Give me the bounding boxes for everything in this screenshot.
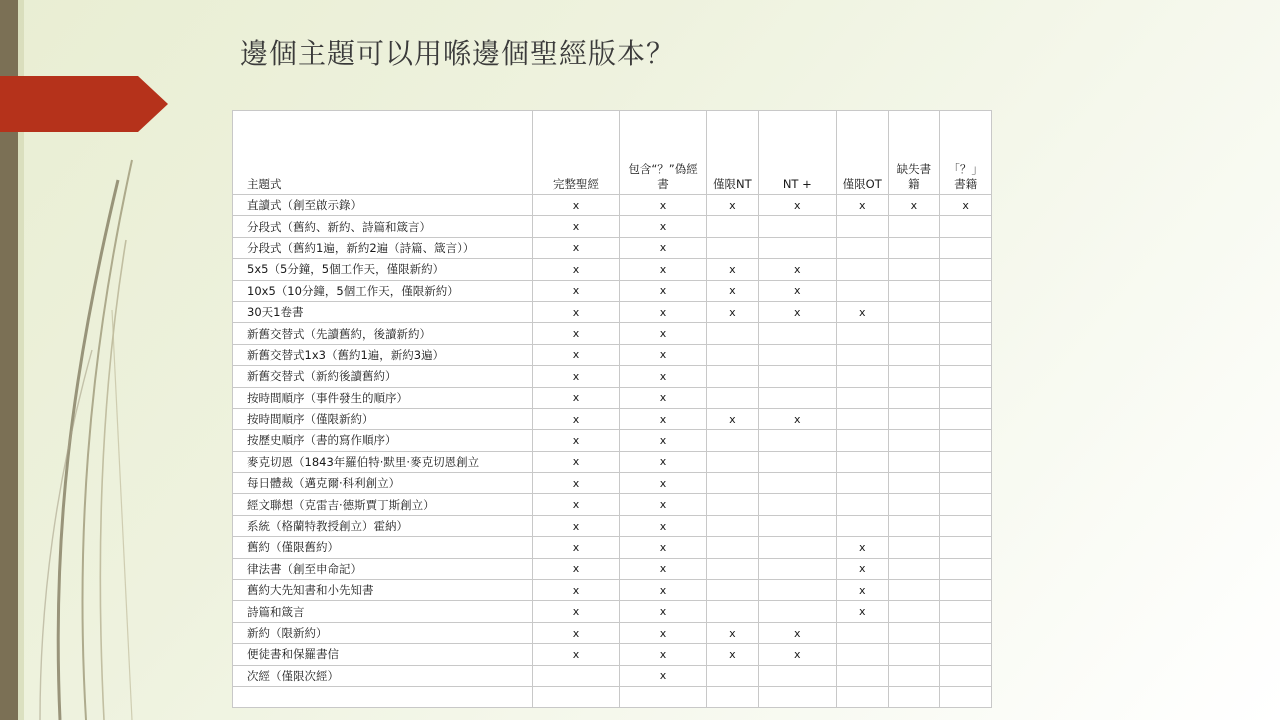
cell-mark [940, 537, 992, 558]
table-row [233, 301, 992, 322]
cell-mark: x [533, 195, 620, 216]
cell-mark [940, 344, 992, 365]
cell-mark [888, 344, 940, 365]
table-row [233, 259, 992, 280]
column-header-ot-only: 僅限OT [836, 111, 888, 195]
cell-mark: x [940, 195, 992, 216]
cell-mark: x [707, 259, 759, 280]
cell-mark: x [533, 622, 620, 643]
cell-mark [836, 665, 888, 686]
cell-mark [758, 366, 836, 387]
cell-mark [836, 494, 888, 515]
cell-mark [940, 280, 992, 301]
cell-mark [888, 430, 940, 451]
cell-mark: x [836, 558, 888, 579]
cell-mark: x [620, 622, 707, 643]
table-row [233, 622, 992, 643]
cell-mark [707, 665, 759, 686]
cell-mark [707, 387, 759, 408]
cell-mark: x [620, 237, 707, 258]
cell-mark [836, 473, 888, 494]
cell-mark: x [758, 644, 836, 665]
cell-mark [836, 259, 888, 280]
table-spacer-row [233, 686, 992, 707]
cell-mark: x [758, 195, 836, 216]
row-label: 直讀式（創至啟示錄） [233, 195, 533, 216]
spacer-cell [533, 686, 620, 707]
cell-mark: x [533, 366, 620, 387]
cell-mark [836, 515, 888, 536]
cell-mark: x [836, 195, 888, 216]
table-row [233, 216, 992, 237]
table-row [233, 644, 992, 665]
matrix-table [232, 110, 992, 708]
cell-mark [888, 515, 940, 536]
cell-mark: x [758, 259, 836, 280]
table-row [233, 430, 992, 451]
cell-mark [836, 622, 888, 643]
cell-mark [940, 622, 992, 643]
column-header-missing-books: 缺失書籍 [888, 111, 940, 195]
cell-mark [888, 473, 940, 494]
cell-mark [836, 323, 888, 344]
cell-mark: x [758, 408, 836, 429]
cell-mark [758, 494, 836, 515]
cell-mark: x [533, 259, 620, 280]
cell-mark [758, 580, 836, 601]
row-label: 分段式（舊約、新約、詩篇和箴言） [233, 216, 533, 237]
cell-mark [758, 515, 836, 536]
cell-mark: x [620, 323, 707, 344]
cell-mark: x [620, 366, 707, 387]
cell-mark [940, 259, 992, 280]
cell-mark [707, 366, 759, 387]
table-row [233, 558, 992, 579]
cell-mark: x [533, 344, 620, 365]
cell-mark [888, 366, 940, 387]
row-label: 按歷史順序（書的寫作順序） [233, 430, 533, 451]
table-header-row [233, 111, 992, 195]
cell-mark [888, 622, 940, 643]
cell-mark: x [620, 301, 707, 322]
row-label: 新約（限新約） [233, 622, 533, 643]
cell-mark [940, 473, 992, 494]
cell-mark [707, 237, 759, 258]
cell-mark [707, 216, 759, 237]
cell-mark: x [888, 195, 940, 216]
cell-mark [758, 473, 836, 494]
cell-mark [888, 259, 940, 280]
cell-mark: x [533, 430, 620, 451]
cell-mark: x [620, 473, 707, 494]
row-label: 按時間順序（僅限新約） [233, 408, 533, 429]
cell-mark [758, 451, 836, 472]
cell-mark: x [533, 558, 620, 579]
cell-mark [888, 451, 940, 472]
row-label: 便徒書和保羅書信 [233, 644, 533, 665]
row-label: 舊約大先知書和小先知書 [233, 580, 533, 601]
row-label: 5x5（5分鐘，5個工作天，僅限新約） [233, 259, 533, 280]
cell-mark [836, 280, 888, 301]
spacer-cell [620, 686, 707, 707]
row-label: 系統（格蘭特教授創立）霍納） [233, 515, 533, 536]
cell-mark [758, 665, 836, 686]
row-label: 10x5（10分鐘，5個工作天，僅限新約） [233, 280, 533, 301]
cell-mark: x [620, 344, 707, 365]
table-row [233, 537, 992, 558]
cell-mark: x [707, 301, 759, 322]
cell-mark: x [620, 430, 707, 451]
row-label: 新舊交替式（先讀舊約，後讀新約） [233, 323, 533, 344]
cell-mark: x [620, 259, 707, 280]
column-header-full-bible: 完整聖經 [533, 111, 620, 195]
row-label: 舊約（僅限舊約） [233, 537, 533, 558]
row-label: 新舊交替式（新約後讀舊約） [233, 366, 533, 387]
table-row [233, 237, 992, 258]
cell-mark [940, 601, 992, 622]
cell-mark: x [533, 301, 620, 322]
table-row [233, 665, 992, 686]
cell-mark [940, 216, 992, 237]
cell-mark: x [758, 280, 836, 301]
cell-mark: x [620, 216, 707, 237]
cell-mark [888, 644, 940, 665]
cell-mark: x [707, 622, 759, 643]
spacer-cell [940, 686, 992, 707]
cell-mark: x [533, 473, 620, 494]
cell-mark: x [758, 622, 836, 643]
cell-mark: x [620, 665, 707, 686]
cell-mark: x [533, 387, 620, 408]
table-row [233, 366, 992, 387]
row-label: 每日體裁（邁克爾·科利創立） [233, 473, 533, 494]
cell-mark [707, 451, 759, 472]
cell-mark: x [533, 494, 620, 515]
spacer-cell [758, 686, 836, 707]
cell-mark: x [620, 280, 707, 301]
cell-mark: x [533, 216, 620, 237]
spacer-cell [836, 686, 888, 707]
table-row [233, 195, 992, 216]
cell-mark: x [836, 601, 888, 622]
matrix-body [233, 195, 992, 708]
cell-mark [888, 280, 940, 301]
row-label: 按時間順序（事件發生的順序） [233, 387, 533, 408]
cell-mark [758, 430, 836, 451]
cell-mark [888, 494, 940, 515]
cell-mark: x [620, 387, 707, 408]
cell-mark: x [620, 644, 707, 665]
cell-mark: x [533, 601, 620, 622]
cell-mark [707, 430, 759, 451]
cell-mark [707, 323, 759, 344]
cell-mark: x [620, 195, 707, 216]
cell-mark [940, 644, 992, 665]
table-row [233, 451, 992, 472]
column-header-nt-only: 僅限NT [707, 111, 759, 195]
table-row [233, 280, 992, 301]
cell-mark [836, 408, 888, 429]
cell-mark [888, 387, 940, 408]
cell-mark [888, 537, 940, 558]
cell-mark [940, 515, 992, 536]
cell-mark [707, 580, 759, 601]
cell-mark [533, 665, 620, 686]
cell-mark [940, 408, 992, 429]
cell-mark [707, 473, 759, 494]
column-header-nt-plus: NT + [758, 111, 836, 195]
row-label: 律法書（創至申命記） [233, 558, 533, 579]
cell-mark [888, 216, 940, 237]
cell-mark: x [620, 515, 707, 536]
page-title: 邊個主題可以用喺邊個聖經版本？ [240, 37, 676, 70]
cell-mark: x [620, 601, 707, 622]
cell-mark [940, 387, 992, 408]
cell-mark [940, 237, 992, 258]
cell-mark [707, 344, 759, 365]
cell-mark [836, 237, 888, 258]
cell-mark: x [707, 195, 759, 216]
cell-mark [707, 537, 759, 558]
table-row [233, 601, 992, 622]
cell-mark: x [533, 323, 620, 344]
table-row [233, 515, 992, 536]
cell-mark: x [533, 644, 620, 665]
table-row [233, 344, 992, 365]
cell-mark [758, 216, 836, 237]
cell-mark: x [533, 237, 620, 258]
row-label: 詩篇和箴言 [233, 601, 533, 622]
cell-mark [940, 366, 992, 387]
cell-mark [758, 237, 836, 258]
row-label: 次經（僅限次經） [233, 665, 533, 686]
decorative-grass-stems [0, 120, 200, 720]
cell-mark [707, 601, 759, 622]
cell-mark: x [620, 451, 707, 472]
cell-mark: x [836, 580, 888, 601]
cell-mark [758, 537, 836, 558]
table-row [233, 494, 992, 515]
cell-mark: x [707, 644, 759, 665]
cell-mark: x [836, 301, 888, 322]
cell-mark: x [620, 494, 707, 515]
cell-mark: x [707, 408, 759, 429]
table-row [233, 473, 992, 494]
cell-mark [836, 344, 888, 365]
bible-plan-matrix [232, 110, 992, 708]
row-label: 新舊交替式1x3（舊約1遍，新約3遍） [233, 344, 533, 365]
cell-mark: x [620, 408, 707, 429]
red-arrow-banner [0, 76, 168, 132]
cell-mark: x [620, 558, 707, 579]
cell-mark [836, 387, 888, 408]
cell-mark [940, 494, 992, 515]
cell-mark [707, 494, 759, 515]
cell-mark [940, 580, 992, 601]
cell-mark: x [533, 280, 620, 301]
cell-mark [888, 301, 940, 322]
spacer-cell [888, 686, 940, 707]
cell-mark [836, 430, 888, 451]
table-row [233, 408, 992, 429]
cell-mark: x [533, 408, 620, 429]
cell-mark [707, 558, 759, 579]
cell-mark [940, 430, 992, 451]
row-label: 30天1卷書 [233, 301, 533, 322]
cell-mark [888, 601, 940, 622]
column-header-topic: 主題式 [233, 111, 533, 195]
cell-mark [888, 665, 940, 686]
cell-mark [888, 558, 940, 579]
cell-mark [940, 451, 992, 472]
cell-mark [940, 558, 992, 579]
cell-mark [888, 408, 940, 429]
cell-mark: x [533, 451, 620, 472]
cell-mark [940, 301, 992, 322]
cell-mark: x [533, 515, 620, 536]
spacer-cell [707, 686, 759, 707]
cell-mark [836, 644, 888, 665]
cell-mark [758, 601, 836, 622]
cell-mark [758, 387, 836, 408]
column-header-question-books: 「？」書籍 [940, 111, 992, 195]
cell-mark [888, 237, 940, 258]
cell-mark: x [707, 280, 759, 301]
cell-mark: x [758, 301, 836, 322]
table-row [233, 323, 992, 344]
cell-mark [888, 323, 940, 344]
cell-mark [940, 323, 992, 344]
cell-mark [940, 665, 992, 686]
cell-mark: x [836, 537, 888, 558]
cell-mark [758, 344, 836, 365]
cell-mark: x [533, 537, 620, 558]
table-row [233, 580, 992, 601]
cell-mark [758, 558, 836, 579]
table-row [233, 387, 992, 408]
column-header-with-apocrypha: 包含“？”偽經書 [620, 111, 707, 195]
row-label: 經文聯想（克雷吉·德斯賈丁斯創立） [233, 494, 533, 515]
cell-mark [836, 366, 888, 387]
cell-mark [836, 216, 888, 237]
cell-mark [707, 515, 759, 536]
cell-mark: x [620, 537, 707, 558]
cell-mark [888, 580, 940, 601]
spacer-cell [233, 686, 533, 707]
cell-mark: x [620, 580, 707, 601]
row-label: 麥克切恩（1843年羅伯特·默里·麥克切恩創立 [233, 451, 533, 472]
cell-mark [836, 451, 888, 472]
cell-mark: x [533, 580, 620, 601]
matrix-header [233, 111, 992, 195]
cell-mark [758, 323, 836, 344]
row-label: 分段式（舊約1遍，新約2遍（詩篇、箴言）） [233, 237, 533, 258]
